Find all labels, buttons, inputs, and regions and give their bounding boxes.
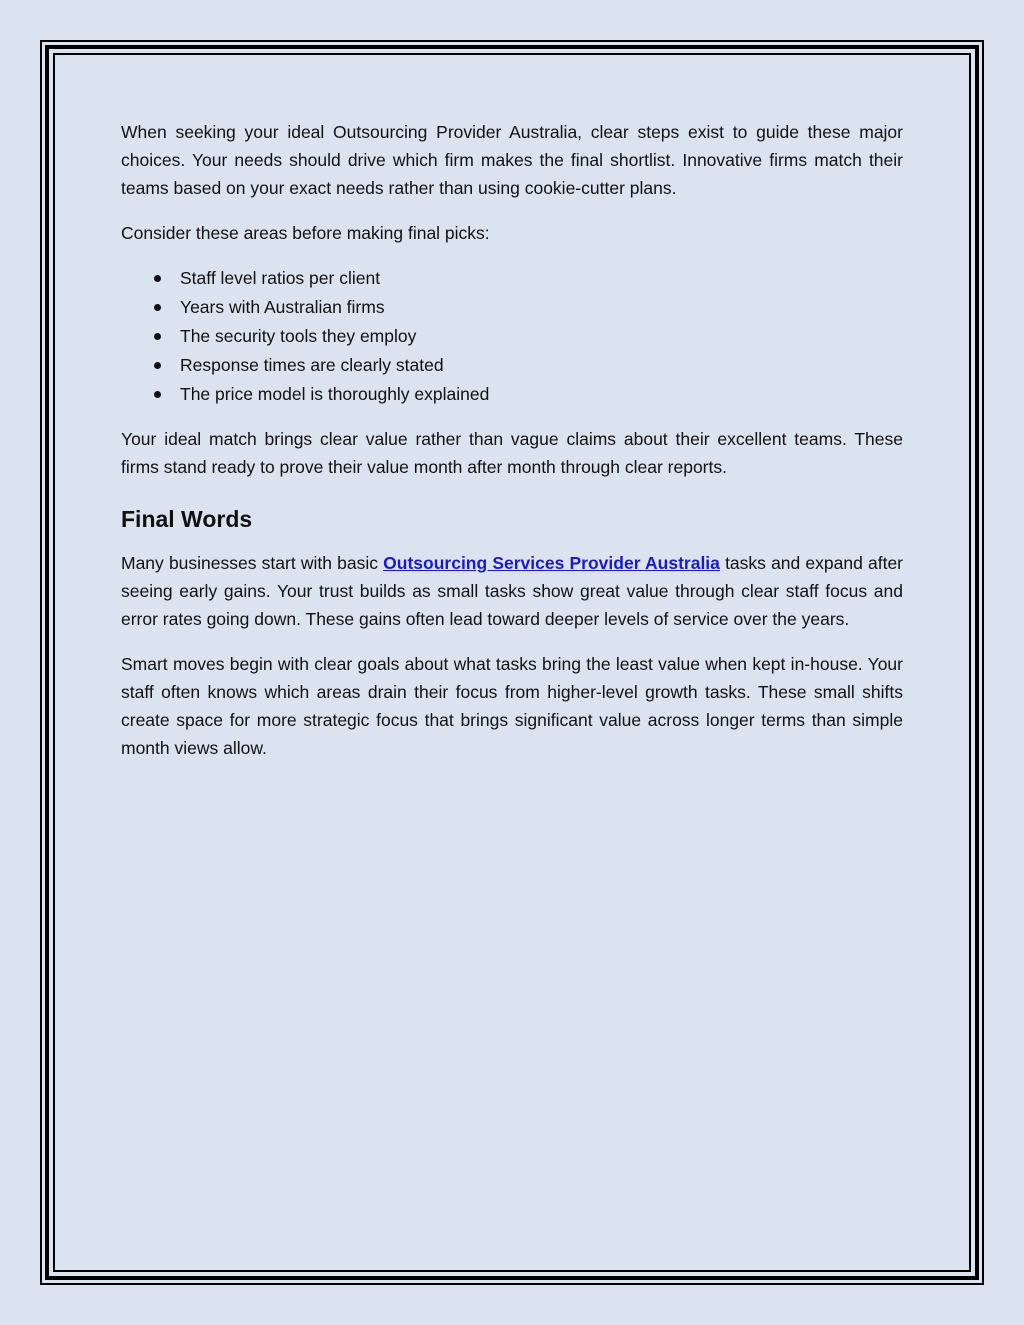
list-item: The security tools they employ <box>121 322 903 351</box>
outsourcing-services-link[interactable]: Outsourcing Services Provider Australia <box>383 553 720 573</box>
list-item: Staff level ratios per client <box>121 264 903 293</box>
final-paragraph-rest: tasks and expand after seeing early gains. Your trust builds as small tasks show great value through clear staff focus and error rates going down. These gains often lead toward deeper levels of service over the years. <box>121 553 904 629</box>
list-item: Response times are clearly stated <box>121 351 903 380</box>
closing-paragraph: Smart moves begin with clear goals about what tasks bring the least value when kept in-house. Your staff often knows which areas drain their focus from higher-level growth tasks. These small shifts create space for more strategic focus that brings significant value across longer terms than simple month views allow. <box>121 654 903 758</box>
document-body <box>121 118 903 779</box>
value-paragraph: Your ideal match brings clear value rather than vague claims about their excellent teams. These firms stand ready to prove their value month after month through clear reports. <box>121 429 903 477</box>
final-paragraph-lead: Many businesses start with basic <box>121 553 384 573</box>
consider-line: Consider these areas before making final picks: <box>121 223 490 243</box>
section-heading: Final Words <box>121 506 253 532</box>
list-item: Years with Australian firms <box>121 293 903 322</box>
final-paragraph <box>121 549 903 633</box>
list-item: The price model is thoroughly explained <box>121 380 903 409</box>
intro-paragraph: When seeking your ideal Outsourcing Provider Australia, clear steps exist to guide these major choices. Your needs should drive which firm makes the final shortlist. Innovative firms match their teams based on your exact needs rather than using cookie-cutter plans. <box>121 122 903 198</box>
consideration-list <box>121 264 903 409</box>
